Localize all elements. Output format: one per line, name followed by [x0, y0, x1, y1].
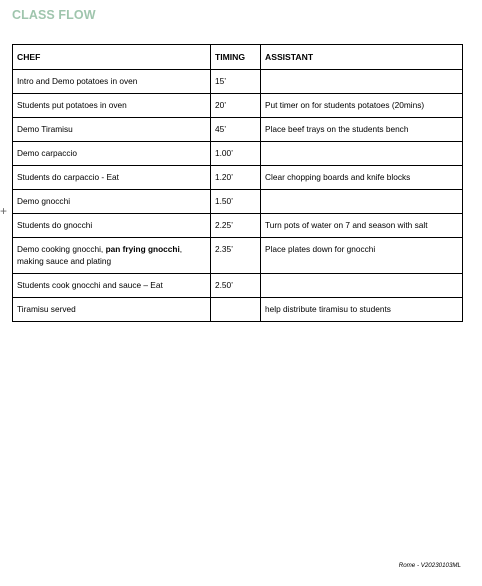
chef-cell: Demo carpaccio [13, 142, 211, 166]
chef-cell: Demo gnocchi [13, 190, 211, 214]
timing-cell: 2.25’ [211, 214, 261, 238]
timing-cell: 1.20’ [211, 166, 261, 190]
table-row [13, 166, 463, 190]
table-row [13, 298, 463, 322]
assistant-cell: Place beef trays on the students bench [261, 118, 463, 142]
table-row [13, 214, 463, 238]
timing-cell: 20’ [211, 94, 261, 118]
chef-cell: Tiramisu served [13, 298, 211, 322]
timing-cell [211, 298, 261, 322]
table-row [13, 118, 463, 142]
header-chef: CHEF [13, 45, 211, 70]
assistant-cell: help distribute tiramisu to students [261, 298, 463, 322]
assistant-cell [261, 70, 463, 94]
chef-cell: Students do gnocchi [13, 214, 211, 238]
table-row [13, 274, 463, 298]
table-row [13, 142, 463, 166]
table-row [13, 70, 463, 94]
table-row [13, 190, 463, 214]
assistant-cell [261, 190, 463, 214]
chef-cell [13, 238, 211, 274]
page-title: CLASS FLOW [12, 8, 96, 22]
table-header-row [13, 45, 463, 70]
table-row [13, 94, 463, 118]
assistant-cell: Clear chopping boards and knife blocks [261, 166, 463, 190]
header-timing: TIMING [211, 45, 261, 70]
header-assistant: ASSISTANT [261, 45, 463, 70]
timing-cell: 45’ [211, 118, 261, 142]
class-flow-table [12, 44, 463, 322]
timing-cell: 1.50’ [211, 190, 261, 214]
chef-cell: Students put potatoes in oven [13, 94, 211, 118]
footer-version-note: Rome - V20230103ML [398, 562, 461, 569]
chef-cell: Intro and Demo potatoes in oven [13, 70, 211, 94]
assistant-cell: Put timer on for students potatoes (20mins) [261, 94, 463, 118]
assistant-cell [261, 142, 463, 166]
timing-cell: 15’ [211, 70, 261, 94]
timing-cell: 2.35’ [211, 238, 261, 274]
table-row [13, 238, 463, 274]
chef-cell: Students do carpaccio - Eat [13, 166, 211, 190]
chef-cell: Demo Tiramisu [13, 118, 211, 142]
chef-text-suffix: , making sauce and plating [17, 244, 183, 266]
chef-cell: Students cook gnocchi and sauce – Eat [13, 274, 211, 298]
assistant-cell: Turn pots of water on 7 and season with salt [261, 214, 463, 238]
assistant-cell: Place plates down for gnocchi [261, 238, 463, 274]
chef-text-bold: pan frying gnocchi [105, 244, 180, 254]
assistant-cell [261, 274, 463, 298]
margin-plus-marker: + [0, 204, 8, 218]
chef-text-prefix: Demo cooking gnocchi, [17, 244, 106, 254]
timing-cell: 1.00’ [211, 142, 261, 166]
timing-cell: 2.50’ [211, 274, 261, 298]
